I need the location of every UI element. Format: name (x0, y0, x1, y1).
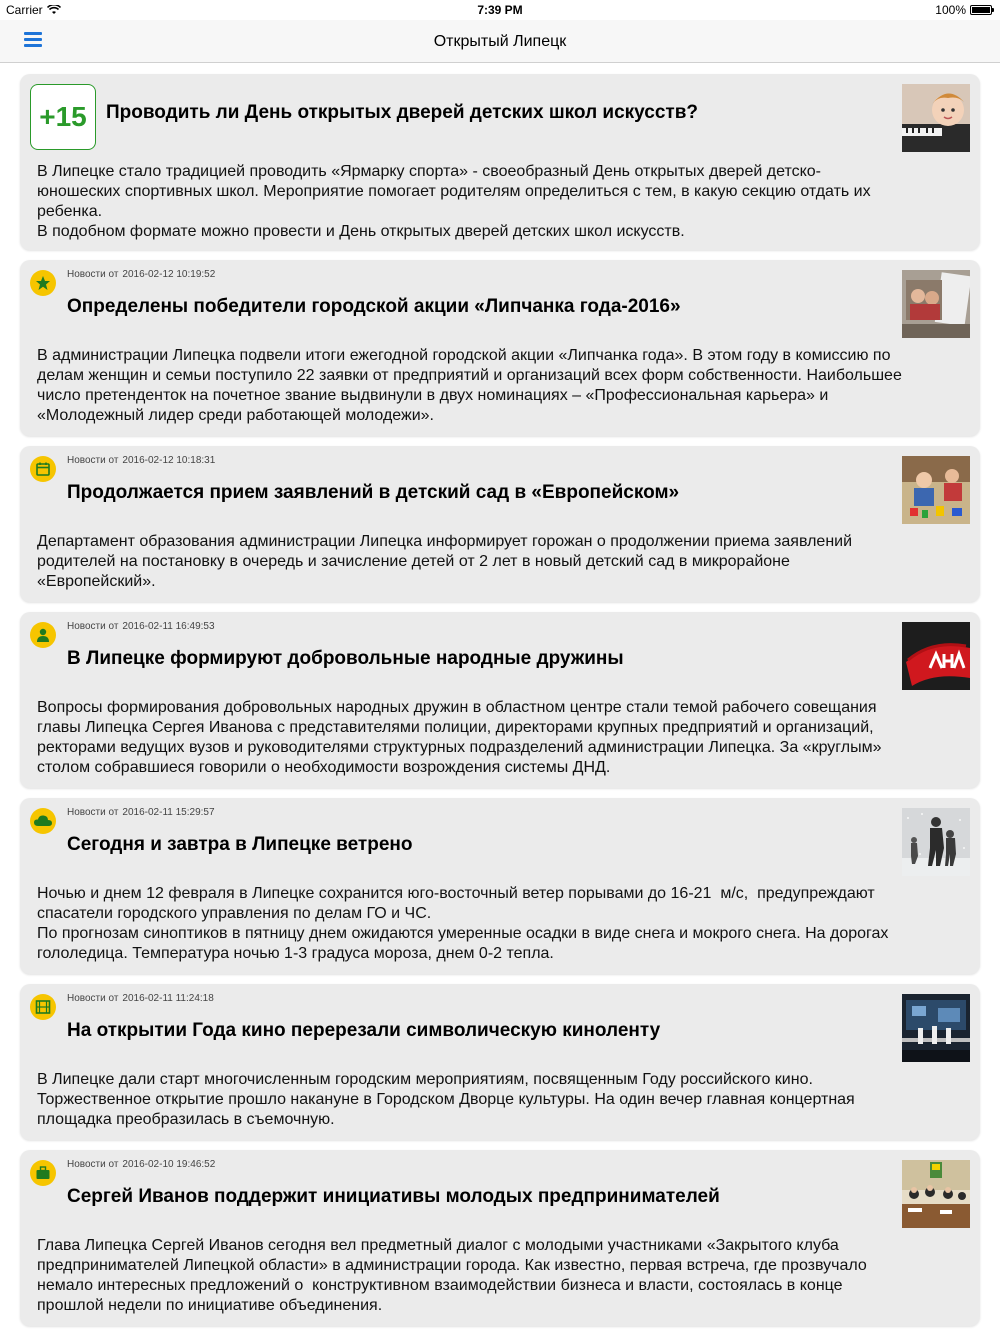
news-card[interactable] (20, 446, 980, 602)
poll-text: В Липецке стало традицией проводить «Ярмарку спорта» - своеобразный День открытых дверей детско- юношеских спортивных школ. Мероприятие помогает родителям определиться с тем, в какую секцию отдать их ребенка. В подобном формате можно провести и День открытых дверей детских школ искусств. (37, 163, 871, 240)
briefcase-icon (30, 1160, 56, 1186)
news-date: 2016-02-12 10:19:52 (122, 269, 216, 280)
news-card[interactable] (20, 260, 980, 436)
news-text: В Липецке дали старт многочисленным городским мероприятиям, посвященным Году российского кино. Торжественное открытие прошло накануне в Городском Дворце культуры. На один вечер главная концертная площадка преобразилась в съемочную. (37, 1071, 855, 1128)
news-meta-prefix: Новости от (67, 455, 119, 466)
status-bar (0, 0, 1000, 20)
news-meta-prefix: Новости от (67, 993, 119, 1004)
poll-card[interactable] (20, 74, 980, 250)
star-icon (30, 270, 56, 296)
clock: 7:39 PM (477, 3, 523, 17)
news-thumbnail[interactable] (902, 456, 970, 524)
news-text: Вопросы формирования добровольных народных дружин в областном центре стали темой рабочего совещания главы Липецка Сергея Иванова с представителями полиции, директорами крупных предприятий и организаций, ректорами ведущих вузов и руководителями структурных подразделений администрации Липецка. За «круглым» столом собравшиеся говорили о необходимости возрождения системы ДНД. (37, 699, 882, 776)
film-icon (30, 994, 56, 1020)
news-text: Департамент образования администрации Липецка информирует горожан о продолжении приема заявлений родителей на постановку в очередь и зачисление детей от 2 лет в новый детский сад в микрорайоне «Европейский». (37, 533, 853, 590)
news-meta (67, 455, 215, 466)
news-meta-prefix: Новости от (67, 1159, 119, 1170)
battery-icon (970, 5, 992, 15)
news-title[interactable]: Сегодня и завтра в Липецке ветрено (67, 834, 413, 855)
news-meta-prefix: Новости от (67, 807, 119, 818)
page-title: Открытый Липецк (433, 33, 567, 50)
calendar-icon (30, 456, 56, 482)
news-meta (67, 807, 215, 818)
news-title[interactable]: Продолжается прием заявлений в детский сад в «Европейском» (67, 482, 680, 503)
news-title[interactable]: На открытии Года кино перерезали символическую киноленту (67, 1020, 661, 1041)
news-date: 2016-02-11 15:29:57 (122, 807, 215, 818)
poll-thumbnail (902, 84, 970, 152)
news-meta (67, 269, 215, 280)
news-thumbnail[interactable] (902, 622, 970, 690)
news-meta (67, 1159, 215, 1170)
news-thumbnail[interactable] (902, 808, 970, 876)
news-thumbnail[interactable] (902, 1160, 970, 1228)
news-card[interactable] (20, 612, 980, 788)
news-meta (67, 993, 214, 1004)
poll-title: Проводить ли День открытых дверей детских школ искусств? (106, 102, 698, 123)
navigation-bar (0, 20, 1000, 63)
news-title[interactable]: В Липецке формируют добровольные народные дружины (67, 648, 624, 669)
battery-indicator (935, 0, 992, 20)
carrier-label: Carrier (6, 3, 43, 17)
news-meta-prefix: Новости от (67, 269, 119, 280)
battery-percent: 100% (935, 3, 966, 17)
vote-score[interactable]: +15 (30, 84, 96, 150)
news-date: 2016-02-11 16:49:53 (122, 621, 215, 632)
news-text: Глава Липецка Сергей Иванов сегодня вел предметный диалог с молодыми участниками «Закрытого клуба предпринимателей Липецкой области» в администрации города. Как известно, первая встреча, где прозвучало немало интересных предложений о конструктивном взаимодействии бизнеса и власти, состоялась в конце прошлой недели по инициативе объединения. (37, 1237, 867, 1314)
news-date: 2016-02-12 10:18:31 (122, 455, 216, 466)
news-card[interactable] (20, 1150, 980, 1326)
news-date: 2016-02-11 11:24:18 (122, 993, 214, 1004)
news-card[interactable] (20, 984, 980, 1140)
news-title[interactable]: Сергей Иванов поддержит инициативы молодых предпринимателей (67, 1186, 720, 1207)
person-icon (30, 622, 56, 648)
news-card[interactable] (20, 798, 980, 974)
news-thumbnail[interactable] (902, 994, 970, 1062)
news-feed[interactable] (0, 63, 1000, 1334)
news-text: В администрации Липецка подвели итоги ежегодной городской акции «Липчанка года». В этом году в комиссию по делам женщин и семьи поступило 22 заявки от предприятий и организаций всех форм собственности. Наибольшее число претенденток на почетное звание выдвинули в двух номинациях – «Профессиональная карьера» и «Молодежный лидер среди работающей молодежи». (37, 347, 902, 424)
news-thumbnail[interactable] (902, 270, 970, 338)
news-title[interactable]: Определены победители городской акции «Липчанка года-2016» (67, 296, 681, 317)
news-meta (67, 621, 215, 632)
news-text: Ночью и днем 12 февраля в Липецке сохранится юго-восточный ветер порывами до 16-21 м/с, предупреждают спасатели городского управления по делам ГО и ЧС. По прогнозам синоптиков в пятницу днем ожидаются умеренные осадки в виде снега и мокрого снега. На дорогах гололедица. Температура ночью 1-3 градуса мороза, днем 0-2 тепла. (37, 885, 889, 962)
cloud-icon (30, 808, 56, 834)
news-date: 2016-02-10 19:46:52 (122, 1159, 216, 1170)
news-meta-prefix: Новости от (67, 621, 119, 632)
